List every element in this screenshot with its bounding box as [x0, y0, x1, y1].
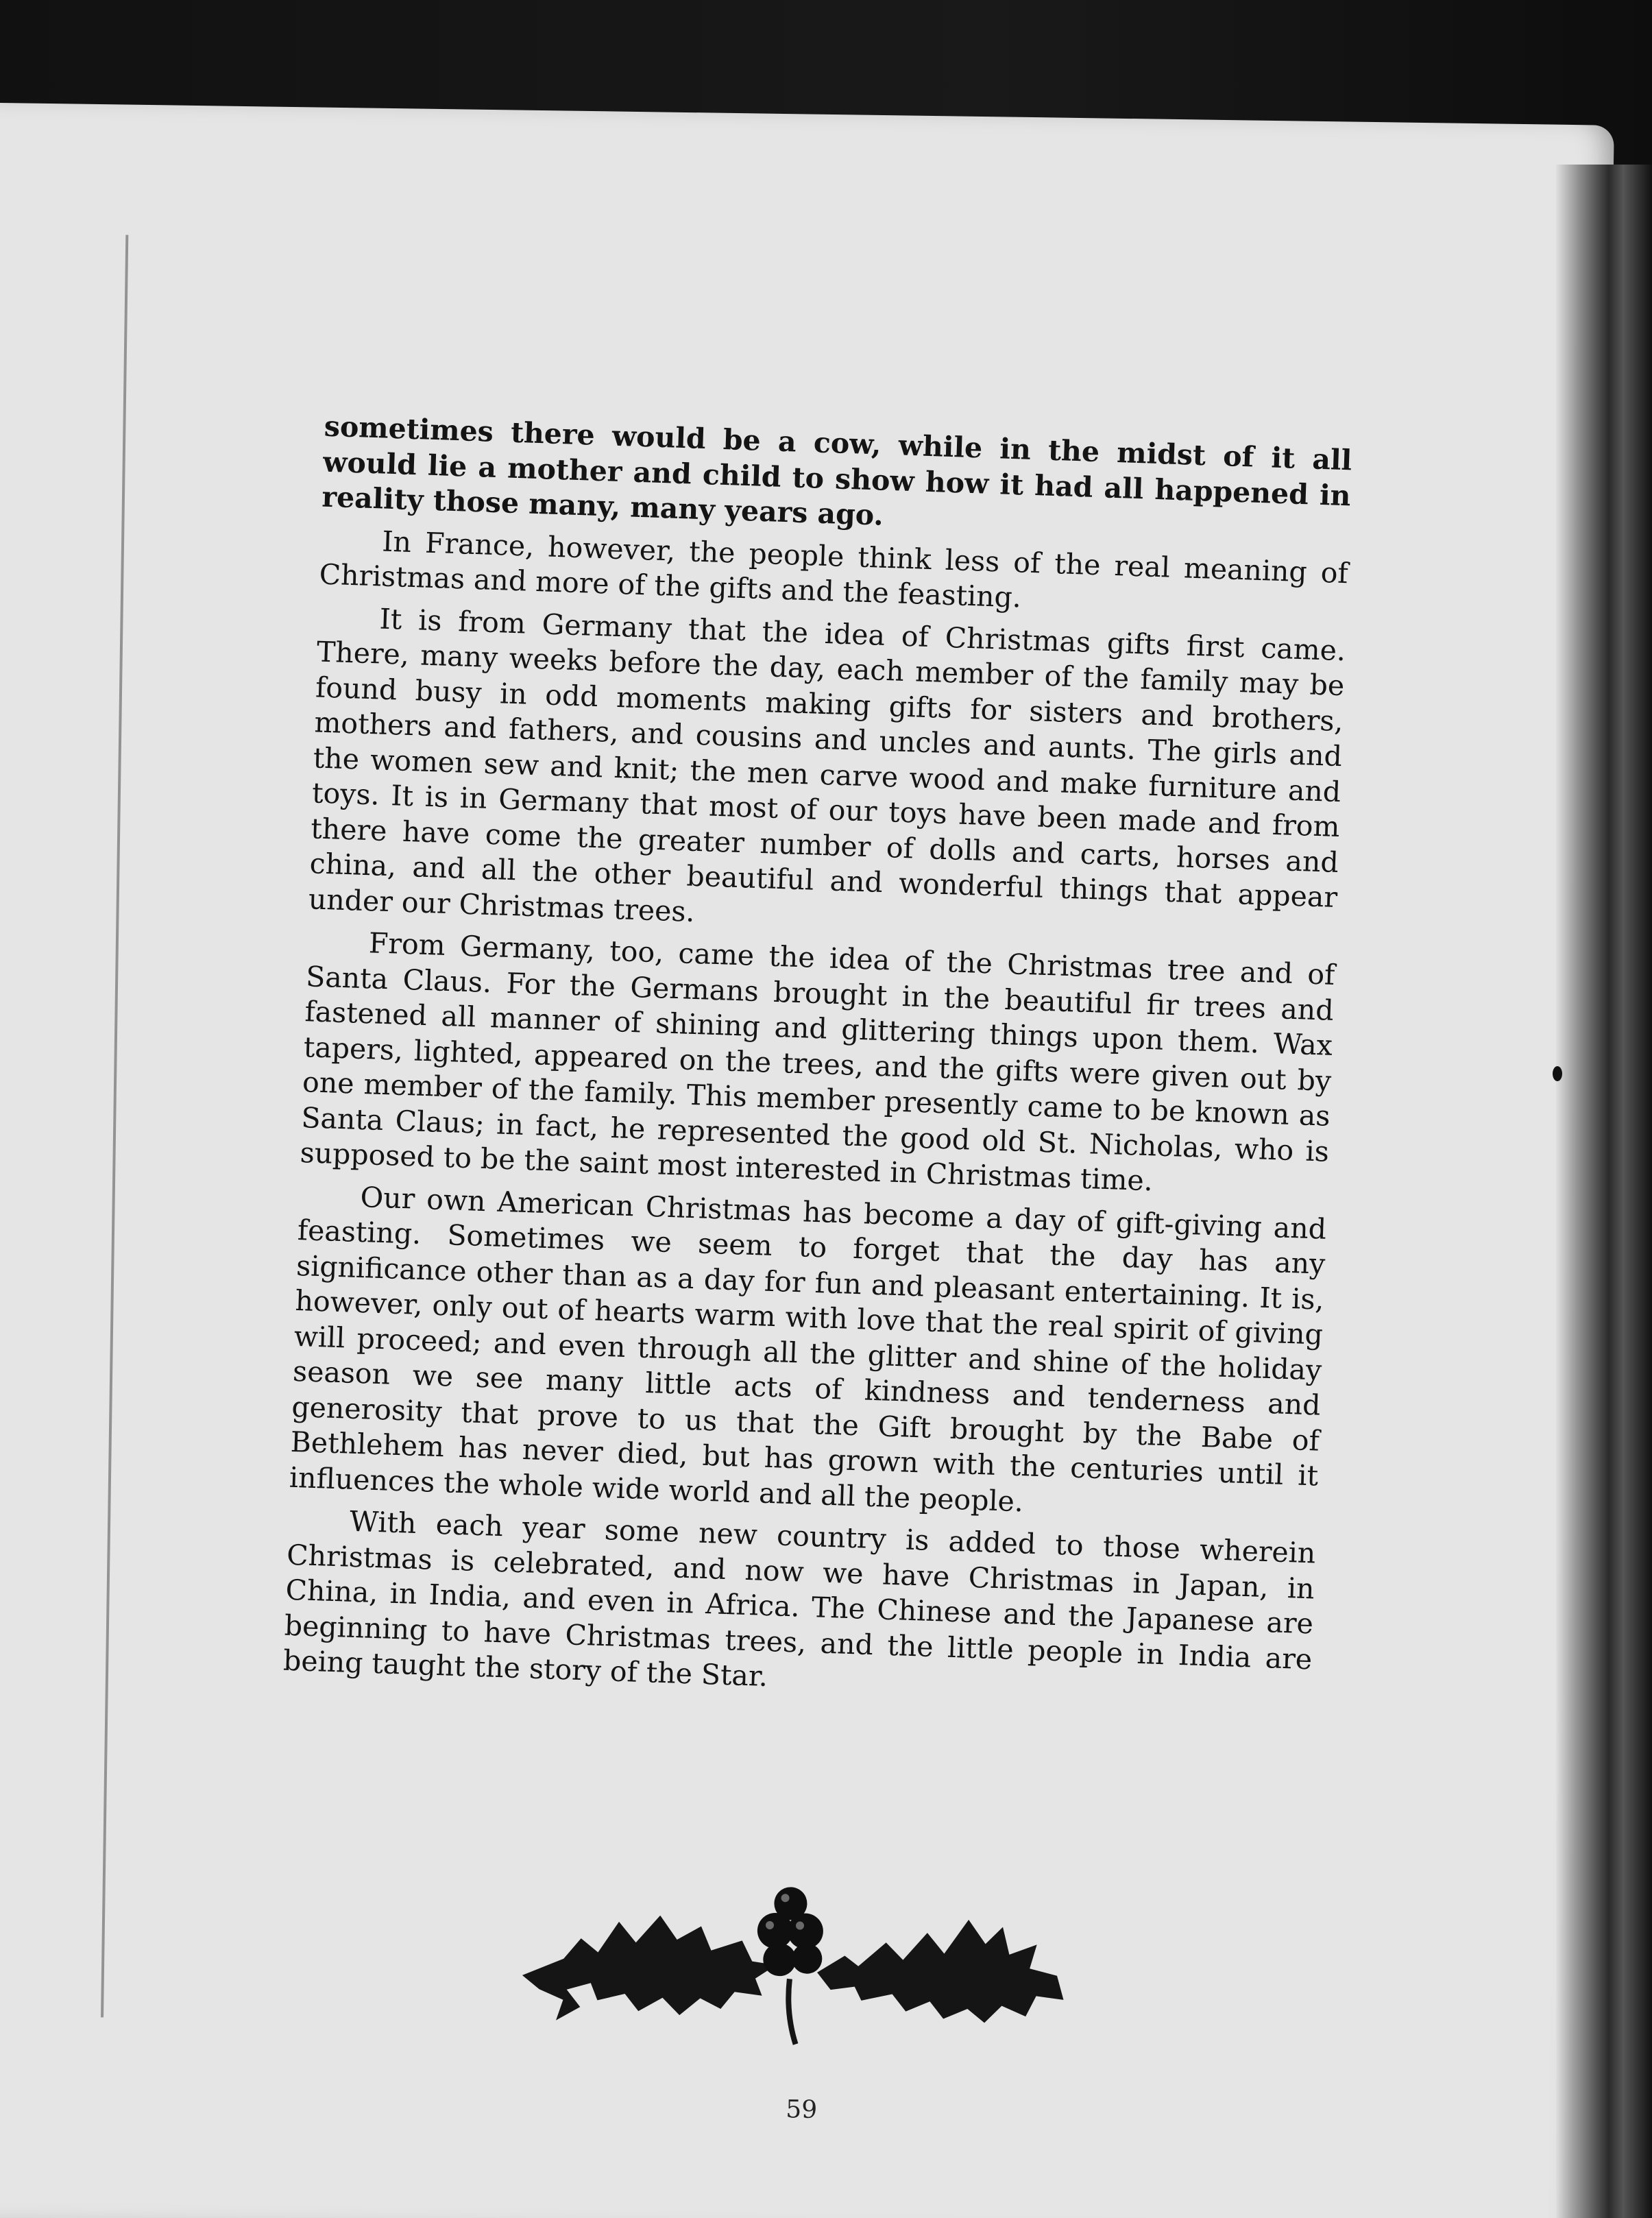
paragraph-germany-tree: From Germany, too, came the idea of the Christmas tree and of Santa Claus. For the Germans brought in the beautiful fir trees and fastened all manner of shining and glittering things upon them. Wax tapers, lighted, appeared on the trees, and the gifts were given out by one member of the family. This member presently came to be known as Santa Claus; in fact, he represented the good old St. Nicholas, who is supposed to be the saint most interested in Christmas time. — [300, 926, 1336, 1198]
page-edge-line — [101, 235, 128, 2018]
book-spine-shadow — [1556, 165, 1652, 2218]
paragraph-new-countries: With each year some new country is added to those wherein Christmas is celebrated, and now we have Christmas in Japan, in China, in India, and even in Africa. The Chinese and the Japanese are beginning to have Christmas trees, and the little people in India are being taught the story of the Star. — [282, 1504, 1317, 1693]
paragraph-germany-gifts: It is from Germany that the idea of Christmas gifts first came. There, many weeks before the day, each member of the family may be found busy in odd moments making gifts for sisters and brothers, mothers and fathers, and cousins and uncles and aunts. The girls and the women sew and knit; the men carve wood and make furniture and toys. It is in Germany that most of our toys have been made and from there have come the greater number of dolls and carts, horses and china, and all the other beautiful and wonderful things that appear under our Christmas trees. — [308, 601, 1346, 928]
body-text — [282, 409, 1352, 1720]
page-number: 59 — [786, 2095, 818, 2124]
holly-sprig-icon — [514, 1872, 1079, 2058]
paragraph-france: In France, however, the people think less of the real meaning of Christmas and more of the gifts and the feasting. — [319, 525, 1349, 614]
dust-speck — [1553, 1066, 1562, 1081]
paragraph-american-christmas: Our own American Christmas has become a day of gift-giving and feasting. Sometimes we seem to forget that the day has any significance other than as a day for fun and pleasant entertaining. It is, however, only out of hearts warm with love that the real spirit of giving will proceed; and even through all the glitter and shine of the holiday season we see many little acts of kindness and tenderness and generosity that prove to us that the Gift brought by the Babe of Bethlehem has never died, but has grown with the centuries until it influences the whole wide world and all the people. — [289, 1180, 1327, 1518]
paragraph-continuation: sometimes there would be a cow, while in the midst of it all would lie a mother and child to show how it had all happened in reality those many, many years ago. — [321, 409, 1352, 532]
book-page — [0, 103, 1614, 2218]
